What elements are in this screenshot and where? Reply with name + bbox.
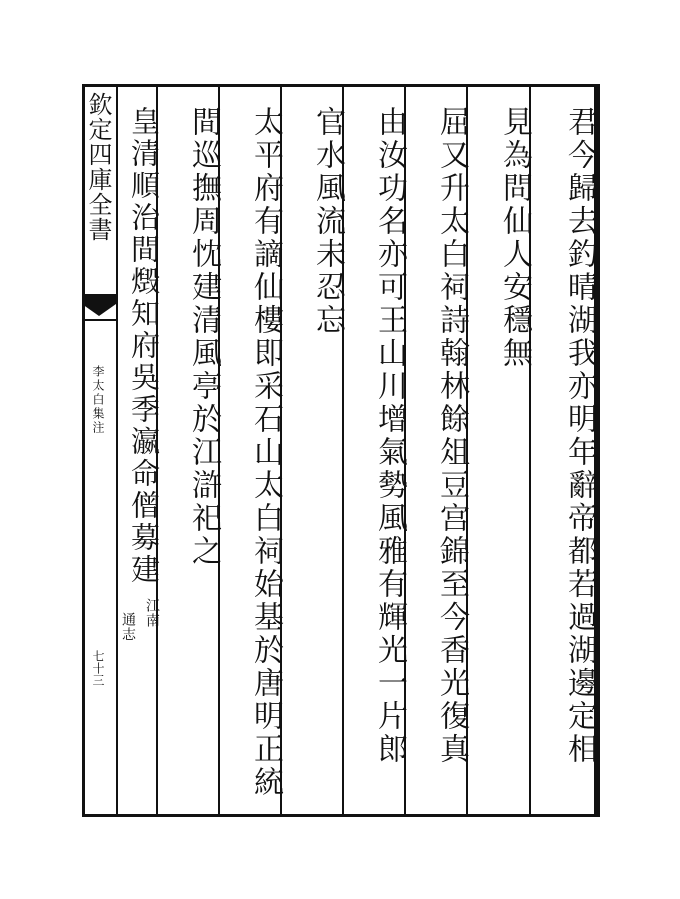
column-text: 屈又升太白祠詩翰林餘俎豆宫錦至今香光復真	[434, 106, 469, 766]
text-column-5	[282, 84, 344, 817]
margin-title: 欽定四庫全書	[84, 92, 112, 242]
margin-book-title: 李太白集注	[91, 365, 105, 435]
column-text: 太平府有謫仙樓即采石山太白祠始基於唐明正統	[248, 106, 283, 799]
column-text: 由汝功名亦可王山川增氣勢風雅有輝光一片郎	[372, 106, 407, 766]
text-column-3	[406, 84, 468, 817]
text-column-1	[531, 84, 597, 817]
column-text: 間巡撫周忱建清風亭於江滸祀之	[186, 106, 221, 568]
text-column-6	[220, 84, 282, 817]
margin-page-number: 七十三	[91, 650, 105, 686]
text-column-2	[468, 84, 531, 817]
column-text: 皇清順治間燬知府吳季瀛命僧募建	[127, 106, 161, 586]
annotation-left: 通志	[120, 612, 136, 642]
column-text: 君今歸去釣晴湖我亦明年辭帝都若過湖邊定相	[562, 106, 597, 766]
annotation-right: 江南	[144, 598, 160, 628]
column-text: 見為問仙人安穩無	[497, 106, 532, 370]
column-text: 官水風流未忍忘	[310, 106, 345, 337]
text-column-4	[344, 84, 406, 817]
text-column-8	[108, 84, 161, 817]
text-column-7	[158, 84, 220, 817]
